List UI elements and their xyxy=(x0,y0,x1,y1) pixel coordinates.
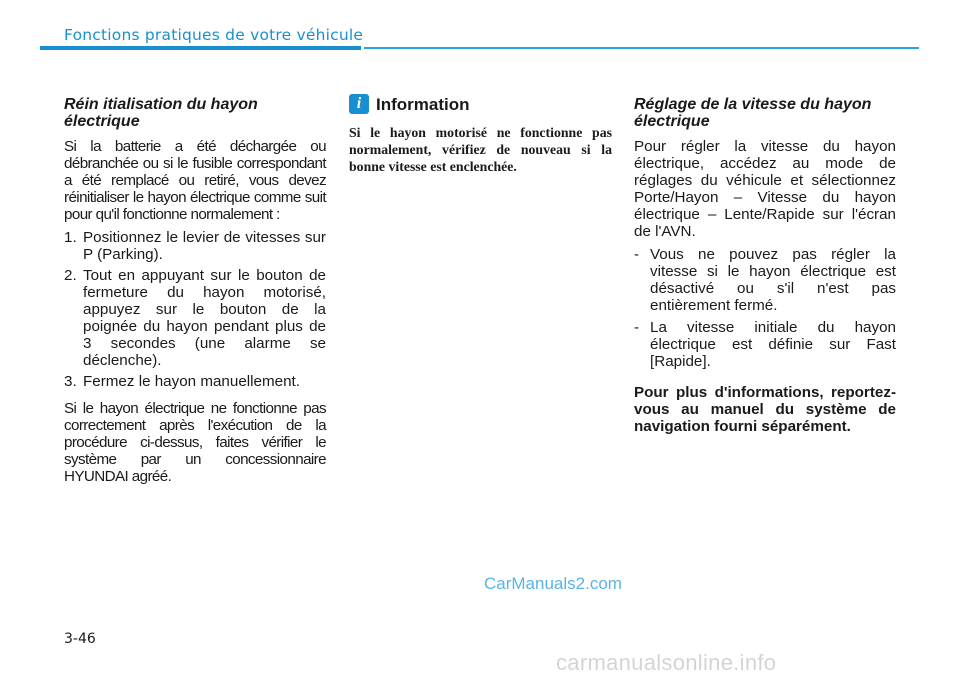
watermark-carmanualsonline: carmanualsonline.info xyxy=(556,650,777,675)
info-icon: i xyxy=(349,94,369,114)
section-title: Fonctions pratiques de votre véhicule xyxy=(64,26,364,44)
speed-note-item xyxy=(634,246,896,314)
speed-notes-list xyxy=(634,246,896,370)
step-text: Fermez le hayon manuellement. xyxy=(83,373,300,390)
information-text: Si le hayon motorisé ne fonctionne pas normalement, vérifiez de nouveau si la bonne vitesse est enclenchée. xyxy=(349,125,612,174)
header-rule-dark xyxy=(40,46,361,50)
reinit-intro-paragraph: Si la batterie a été déchargée ou débranchée ou si le fusible correspondant a été remplacé ou retiré, vous devez réinitialiser le hayon électrique comme suit pour qu'il fonctionne normalement : xyxy=(64,138,326,223)
information-title: Information xyxy=(376,94,470,114)
step-text: Tout en appuyant sur le bouton de fermeture du hayon motorisé, appuyez sur le bouton de la poignée du hayon pendant plus de 3 secondes (une alarme se déclenche). xyxy=(83,267,326,369)
reinit-steps-list xyxy=(64,229,326,390)
reinit-step xyxy=(64,267,326,369)
speed-note-item xyxy=(634,319,896,370)
speed-heading-line1: Réglage de la vitesse du hayon xyxy=(634,96,872,113)
speed-intro-paragraph: Pour régler la vitesse du hayon électrique, accédez au mode de réglages du véhicule et sélectionnez Porte/Hayon – Vitesse du hayon électrique – Lente/Rapide sur l'écran de l'AVN. xyxy=(634,138,896,240)
step-number: 2. xyxy=(64,267,77,284)
dash-marker: - xyxy=(634,246,640,263)
speed-heading xyxy=(634,96,896,130)
page-number: 3-46 xyxy=(64,631,96,647)
reinit-heading-line1: Réin itialisation du hayon xyxy=(64,96,258,113)
column-speed-setting xyxy=(634,96,896,435)
step-number: 1. xyxy=(64,229,77,246)
reinit-heading-line2: électrique xyxy=(64,113,140,130)
speed-note-text: La vitesse initiale du hayon électrique est définie sur Fast [Rapide]. xyxy=(650,319,896,370)
information-header xyxy=(349,94,612,114)
reinit-step xyxy=(64,229,326,263)
reinit-dealer-paragraph: Si le hayon électrique ne fonctionne pas correctement après l'exécution de la procédure ci-dessus, faites vérifier le système par un concessionnaire HYUNDAI agréé. xyxy=(64,400,326,485)
column-information xyxy=(349,94,612,175)
header-rule-light xyxy=(364,47,919,49)
column-reinitialisation xyxy=(64,96,326,491)
watermark-carmanuals-link[interactable]: CarManuals2.com xyxy=(484,574,622,593)
speed-note-text: Vous ne pouvez pas régler la vitesse si le hayon électrique est désactivé ou s'il n'est pas entièrement fermé. xyxy=(650,246,896,314)
speed-heading-line2: électrique xyxy=(634,113,710,130)
step-text: Positionnez le levier de vitesses sur P (Parking). xyxy=(83,229,326,263)
reinit-step xyxy=(64,373,326,390)
step-number: 3. xyxy=(64,373,77,390)
dash-marker: - xyxy=(634,319,640,336)
reinit-heading xyxy=(64,96,326,130)
navigation-manual-note: Pour plus d'informations, reportez-vous au manuel du système de navigation fourni séparément. xyxy=(634,384,896,435)
